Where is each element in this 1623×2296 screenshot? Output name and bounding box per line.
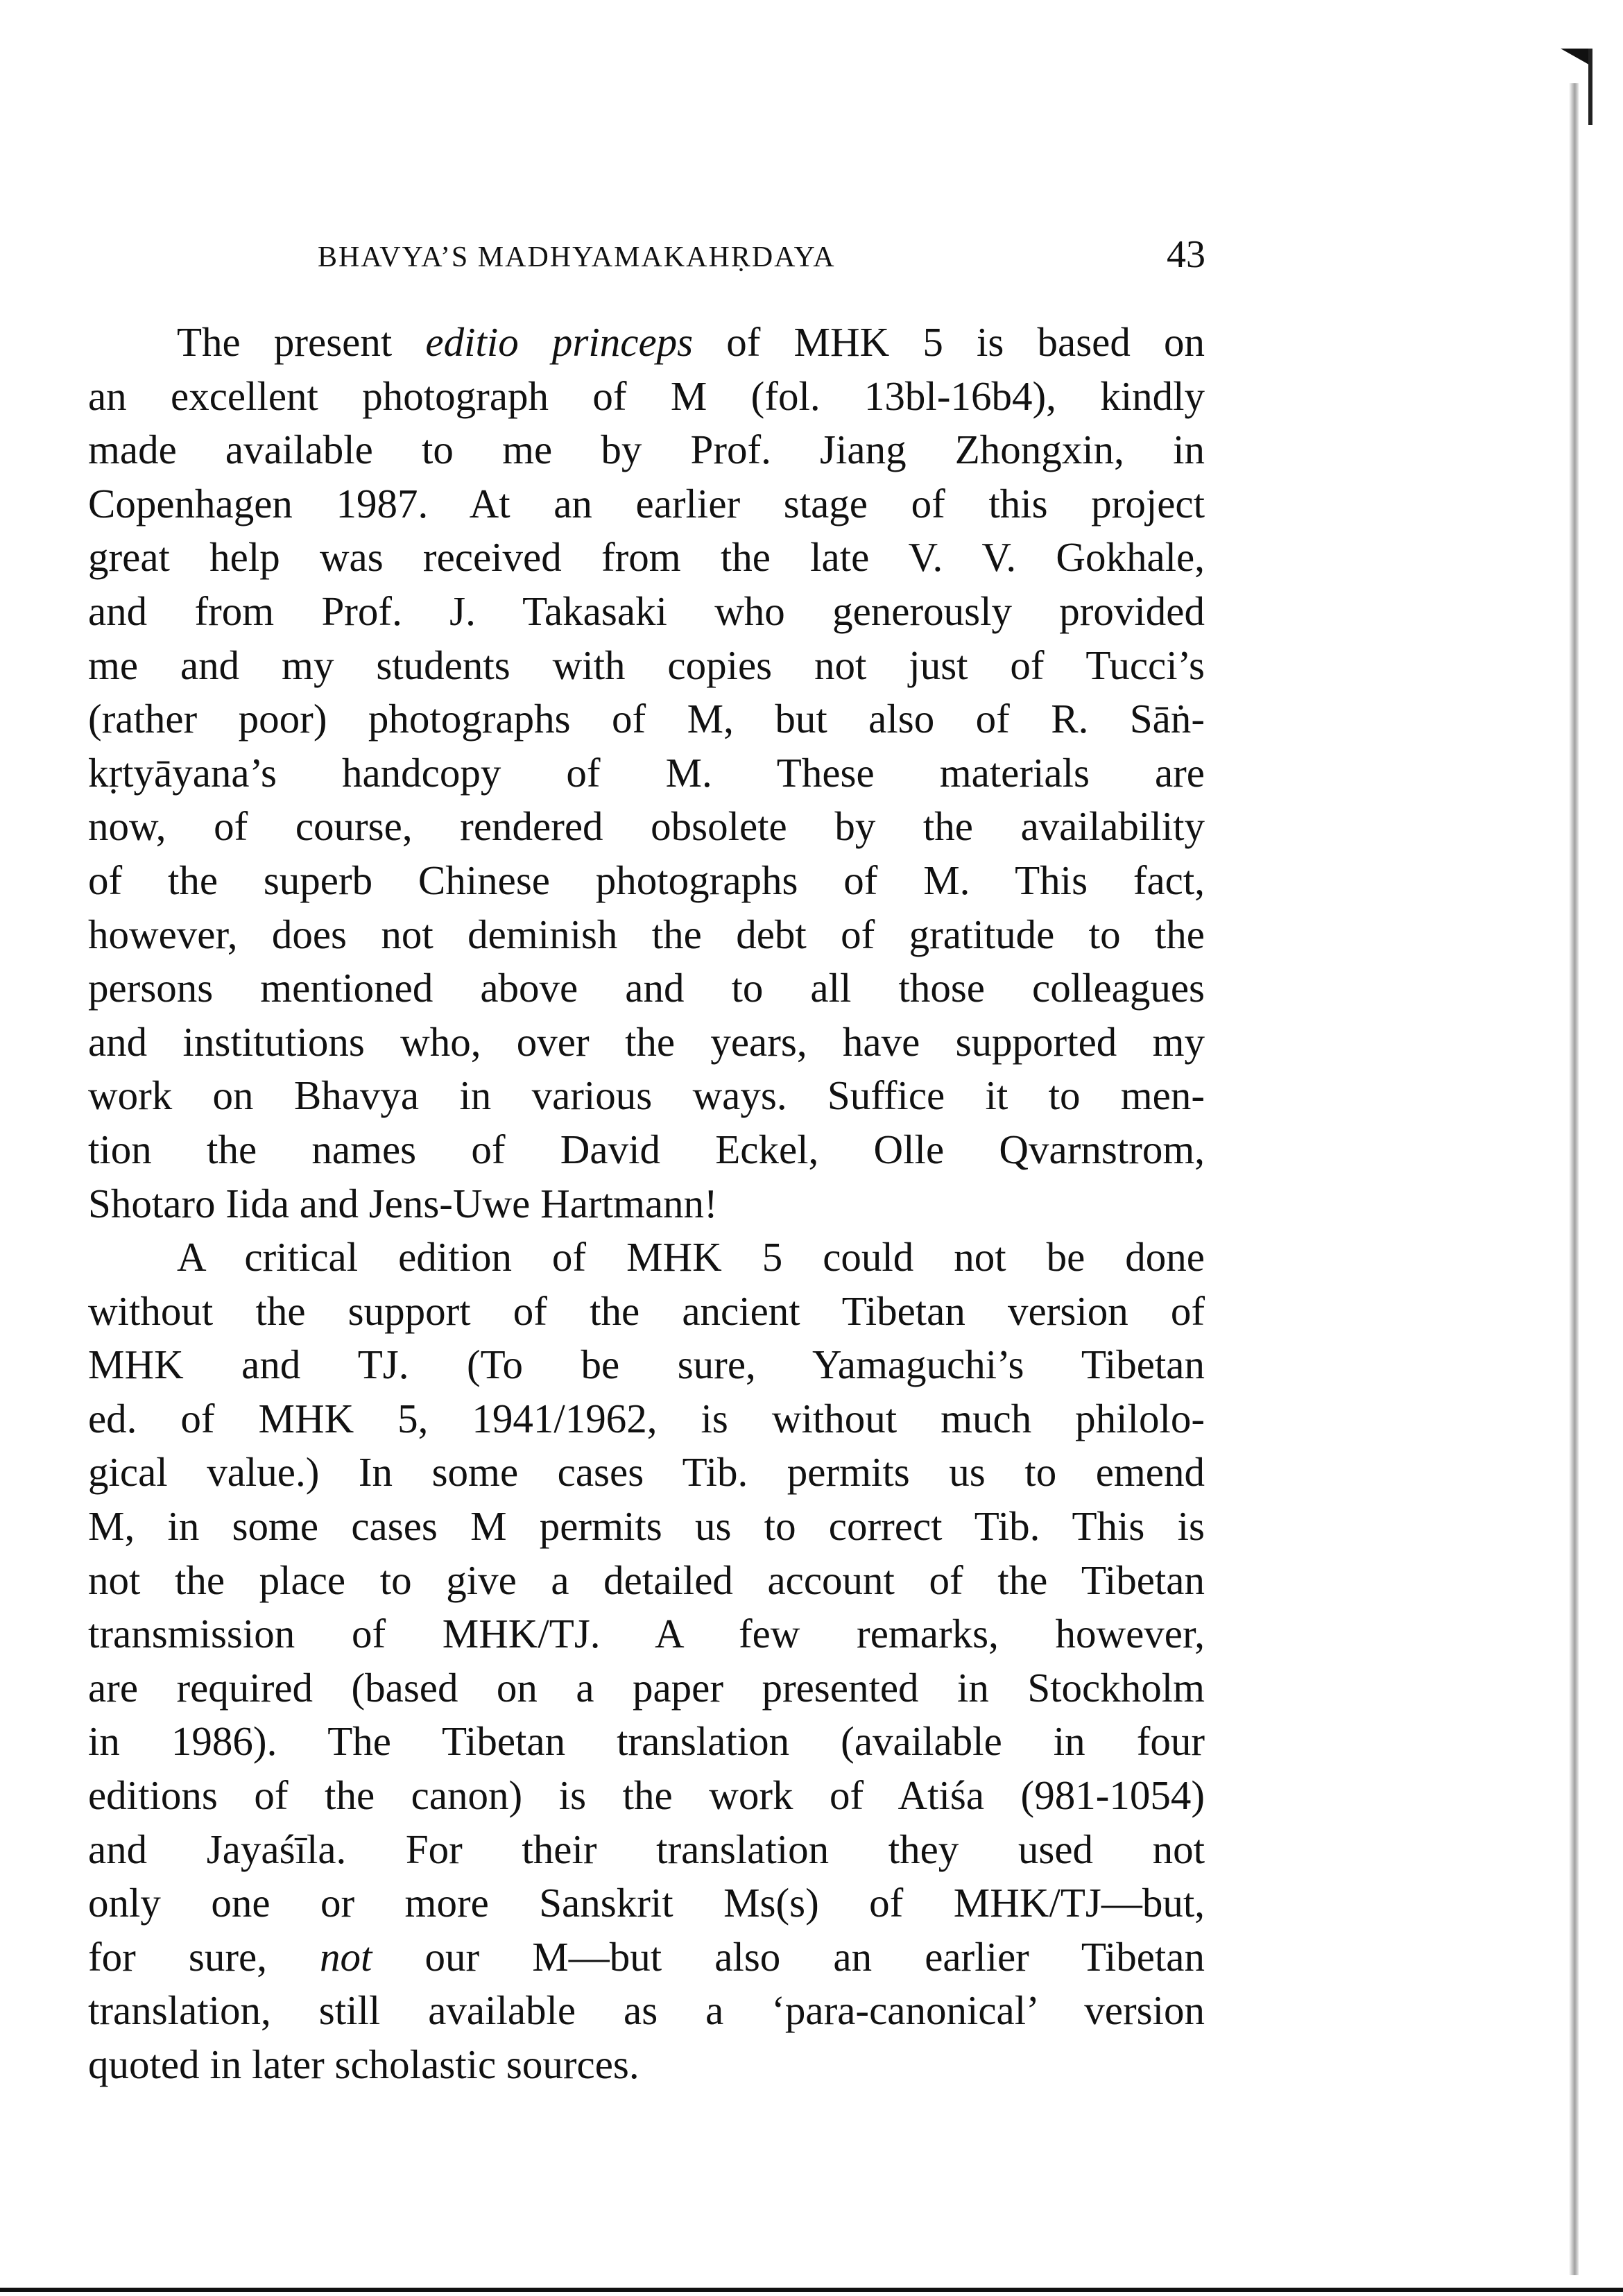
text-run: MHK and TJ. (To be sure, Yamaguchi’s Tibetan — [88, 1342, 1205, 1388]
scan-edge-shadow — [1569, 83, 1579, 2275]
text-run: without the support of the ancient Tibetan version of — [88, 1287, 1205, 1334]
page-header — [318, 232, 1205, 281]
text-run: tion the names of David Eckel, Olle Qvarnstrom, — [88, 1126, 1205, 1172]
text-run: and from Prof. J. Takasaki who generously provided — [88, 588, 1205, 634]
text-run: great help was received from the late V. V. Gokhale, — [88, 534, 1205, 581]
text-line — [88, 746, 1205, 800]
text-line — [88, 1069, 1205, 1123]
text-run: translation, still available as a ‘para-canonical’ version — [88, 1987, 1205, 2034]
text-run: transmission of MHK/TJ. A few remarks, however, — [88, 1611, 1205, 1657]
italic-run: editio princeps — [425, 319, 694, 365]
text-line — [88, 1016, 1205, 1070]
text-line — [88, 1446, 1205, 1500]
text-line — [88, 2038, 1205, 2092]
text-run: The present — [177, 319, 426, 365]
text-run: work on Bhavya in various ways. Suffice it to men- — [88, 1072, 1205, 1119]
text-run: Copenhagen 1987. At an earlier stage of this project — [88, 480, 1205, 526]
text-run: made available to me by Prof. Jiang Zhongxin, in — [88, 427, 1205, 473]
text-line — [88, 800, 1205, 854]
text-line — [88, 1769, 1205, 1823]
text-run: not the place to give a detailed account of the Tibetan — [88, 1557, 1205, 1603]
text-line — [88, 1876, 1205, 1930]
text-line — [88, 1392, 1205, 1446]
text-run: ed. of MHK 5, 1941/1962, is without much philolo- — [88, 1395, 1205, 1441]
text-line — [88, 1554, 1205, 1608]
body-text — [88, 316, 1205, 2092]
text-run: A critical edition of MHK 5 could not be done — [177, 1234, 1205, 1280]
text-run: me and my students with copies not just of Tucci’s — [88, 642, 1205, 688]
text-line — [88, 1930, 1205, 1985]
running-title: BHAVYA’S MADHYAMAKAHṚDAYA — [318, 241, 836, 273]
text-line — [88, 1661, 1205, 1715]
text-run: kṛtyāyana’s handcopy of M. These materials are — [88, 749, 1205, 796]
text-run: Shotaro Iida and Jens-Uwe Hartmann! — [88, 1180, 718, 1226]
text-run: only one or more Sanskrit Ms(s) of MHK/TJ—but, — [88, 1880, 1205, 1926]
text-run: persons mentioned above and to all those colleagues — [88, 965, 1205, 1011]
text-run: editions of the canon) is the work of Atiśa (981-1054) — [88, 1772, 1205, 1819]
text-run: and institutions who, over the years, have supported my — [88, 1018, 1205, 1065]
text-line — [88, 1177, 1205, 1231]
text-line — [88, 585, 1205, 639]
italic-run: not — [320, 1933, 372, 1980]
text-line — [88, 1500, 1205, 1554]
text-line — [88, 531, 1205, 585]
scan-bottom-edge — [0, 2288, 1623, 2292]
text-run: gical value.) In some cases Tib. permits us to emend — [88, 1449, 1205, 1496]
text-line — [88, 1338, 1205, 1392]
text-line — [88, 1984, 1205, 2038]
text-run: M, in some cases M permits us to correct Tib. This is — [88, 1503, 1205, 1550]
text-line — [88, 908, 1205, 962]
text-line — [88, 1285, 1205, 1339]
text-line — [88, 692, 1205, 746]
text-line — [88, 1123, 1205, 1177]
text-line — [88, 423, 1205, 477]
text-run: of MHK 5 is based on — [693, 319, 1205, 365]
text-line — [88, 854, 1205, 908]
text-line — [88, 1607, 1205, 1661]
text-line — [88, 316, 1205, 370]
text-run: in 1986). The Tibetan translation (available in four — [88, 1718, 1205, 1765]
text-line — [88, 961, 1205, 1016]
text-line — [88, 1715, 1205, 1769]
text-run: quoted in later scholastic sources. — [88, 2041, 639, 2087]
text-run: an excellent photograph of M (fol. 13bl-16b4), kindly — [88, 372, 1205, 419]
text-run: are required (based on a paper presented in Stockholm — [88, 1664, 1205, 1711]
text-run: of the superb Chinese photographs of M. This fact, — [88, 857, 1205, 903]
text-run: (rather poor) photographs of M, but also of R. Sāṅ- — [88, 696, 1205, 742]
page-number: 43 — [1167, 233, 1205, 276]
text-run: our M—but also an earlier Tibetan — [372, 1933, 1205, 1980]
text-run: however, does not deminish the debt of gratitude to the — [88, 911, 1205, 957]
text-line — [88, 1231, 1205, 1285]
text-run: and Jayaśīla. For their translation they used not — [88, 1826, 1205, 1872]
text-run: for sure, — [88, 1933, 320, 1980]
text-run: now, of course, rendered obsolete by the availability — [88, 803, 1205, 850]
text-line — [88, 370, 1205, 424]
text-line — [88, 639, 1205, 693]
text-line — [88, 477, 1205, 531]
scan-corner-stem — [1588, 49, 1592, 125]
text-line — [88, 1823, 1205, 1877]
